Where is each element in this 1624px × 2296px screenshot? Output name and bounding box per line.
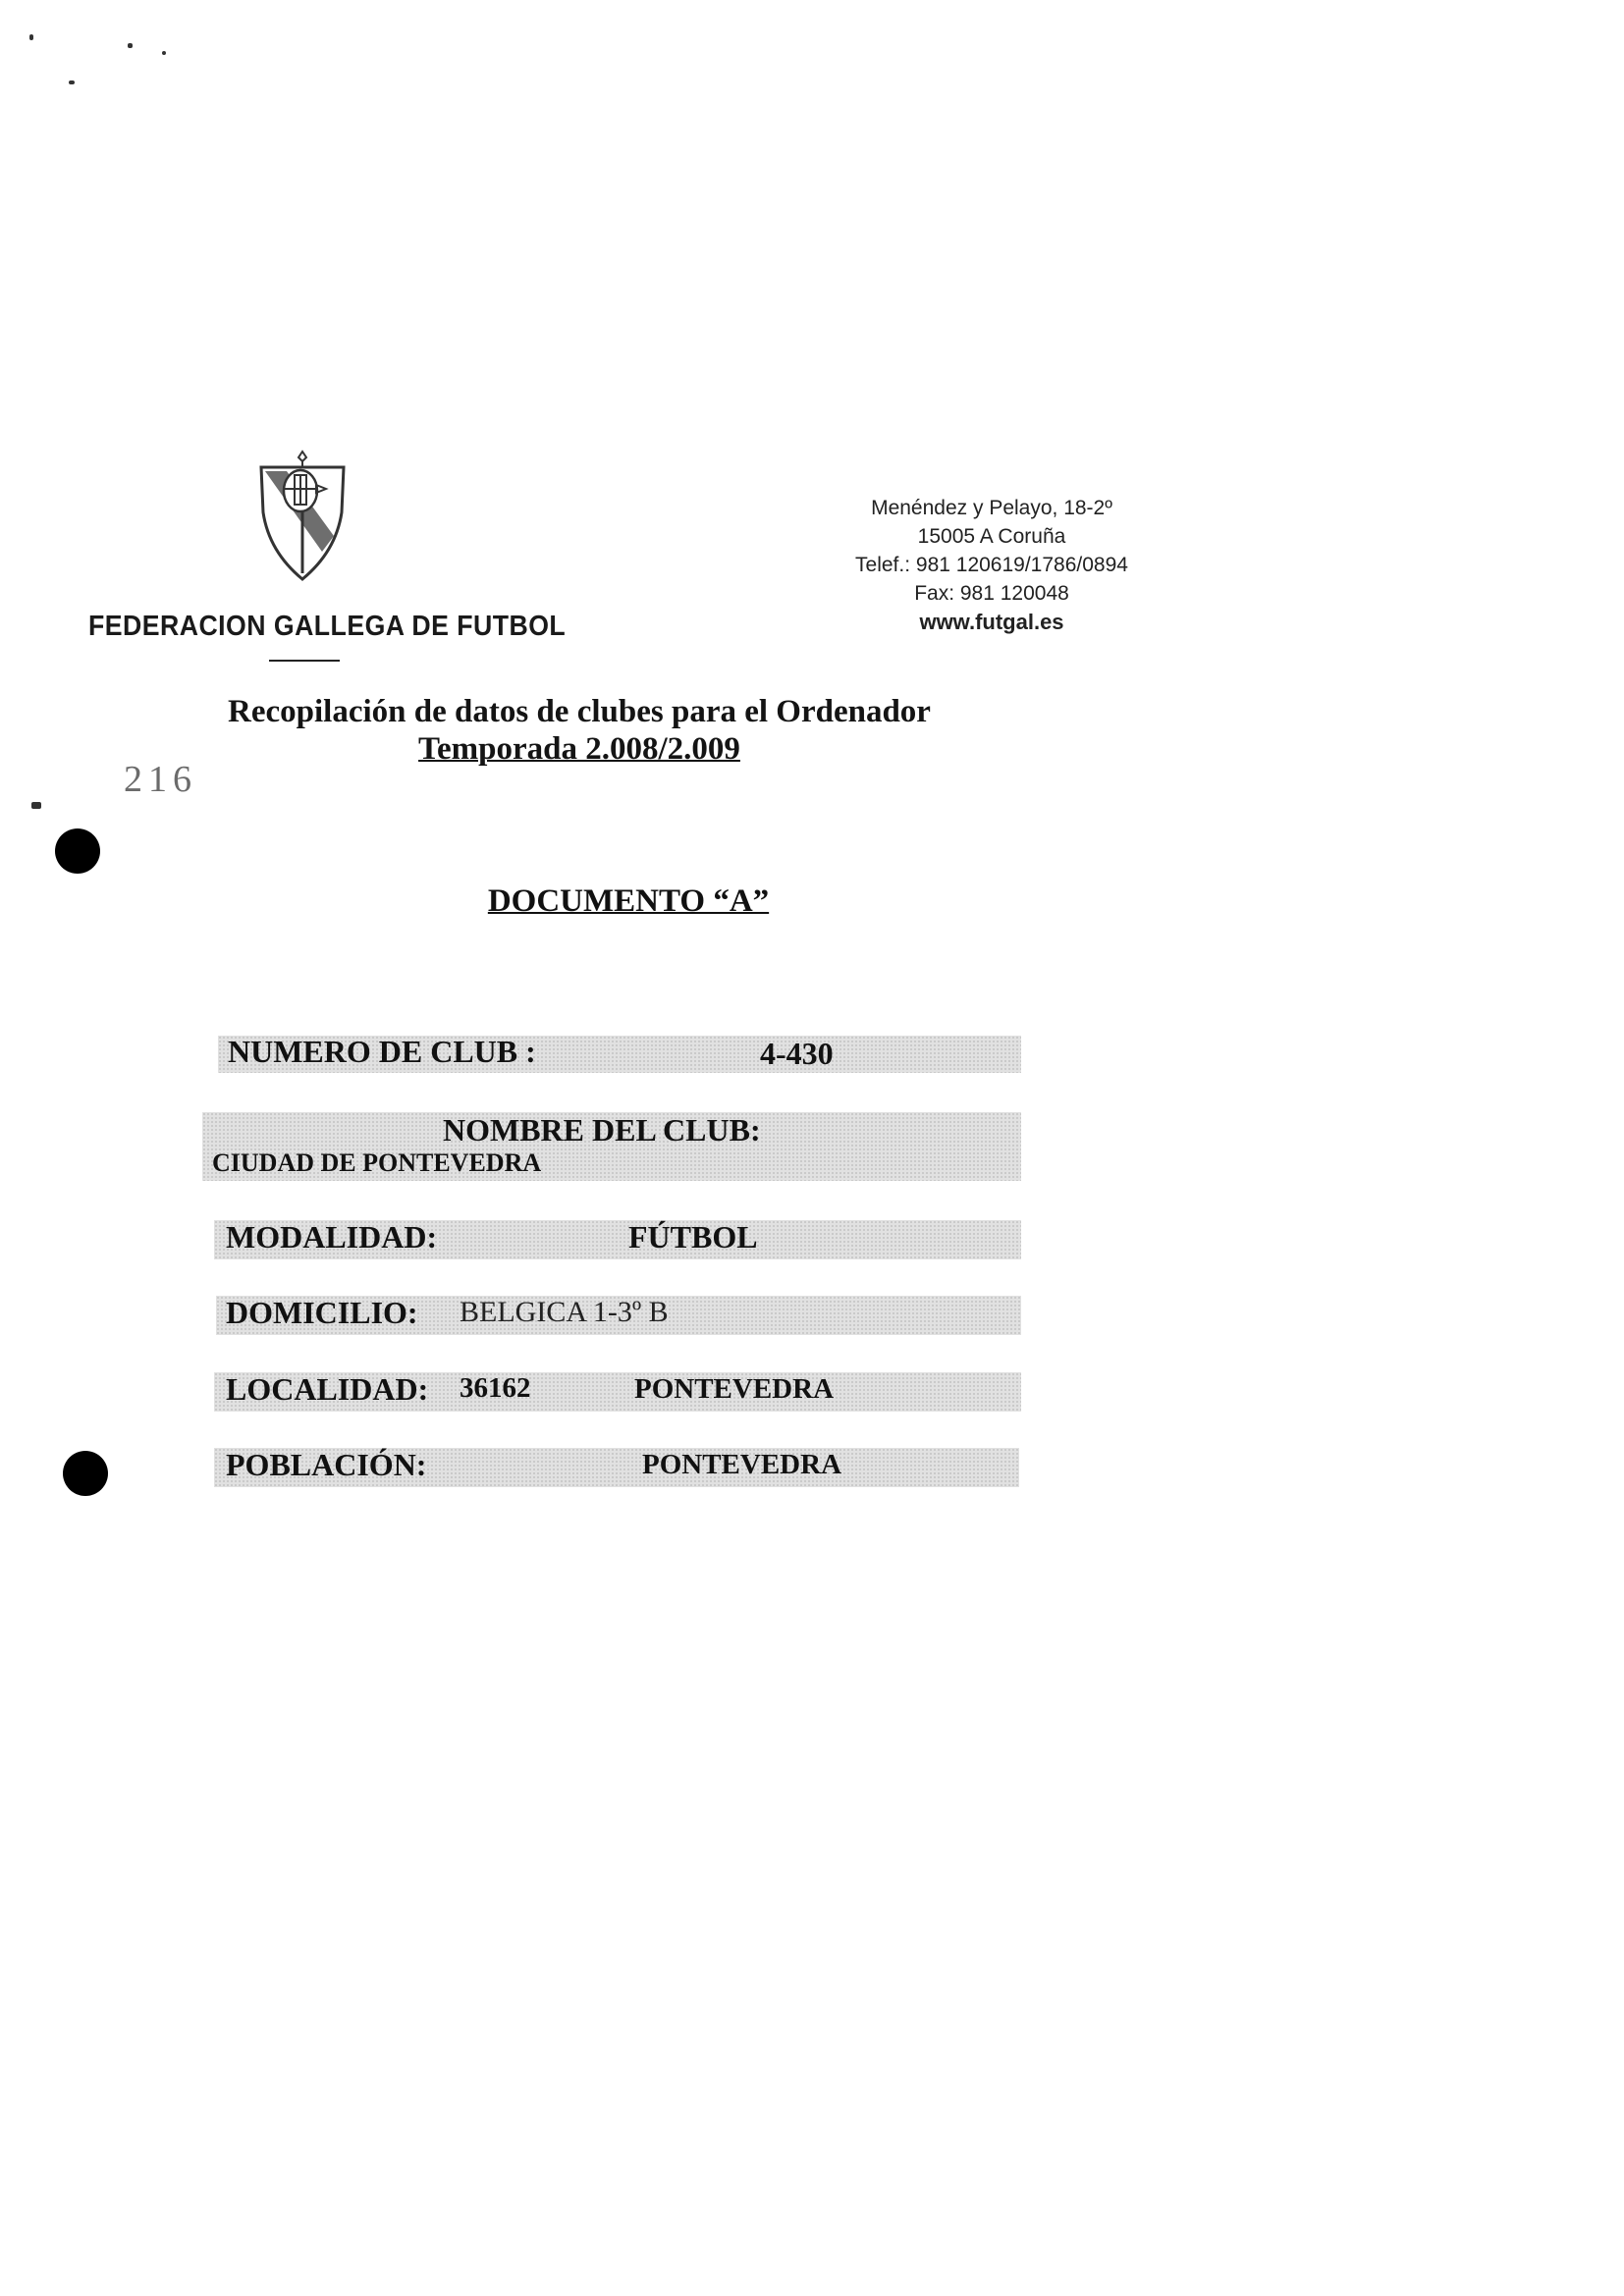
divider	[269, 660, 340, 662]
scan-speck	[29, 34, 33, 40]
season-heading	[137, 731, 1021, 768]
club-number-label: NUMERO DE CLUB :	[228, 1034, 536, 1069]
federation-name: FEDERACION GALLEGA DE FUTBOL	[88, 611, 567, 642]
scan-speck	[162, 51, 166, 55]
modality-label: MODALIDAD:	[226, 1219, 438, 1255]
address-value: BELGICA 1-3º B	[460, 1296, 669, 1328]
stamped-page-number: 216	[124, 759, 197, 800]
locality-postcode: 36162	[460, 1372, 531, 1404]
phone-number: Telef.: 981 120619/1786/0894	[855, 554, 1128, 576]
punch-hole	[63, 1451, 108, 1496]
website-link[interactable]: www.futgal.es	[919, 610, 1064, 634]
scan-speck	[31, 802, 41, 809]
locality-value: PONTEVEDRA	[634, 1373, 835, 1405]
federation-crest-logo	[257, 450, 348, 583]
locality-label: LOCALIDAD:	[226, 1371, 429, 1407]
address-street: Menéndez y Pelayo, 18-2º	[871, 497, 1112, 519]
fax-number: Fax: 981 120048	[914, 582, 1069, 605]
address-label: DOMICILIO:	[226, 1295, 418, 1330]
address-city: 15005 A Coruña	[917, 525, 1066, 548]
contact-block	[805, 494, 1178, 636]
modality-value: FÚTBOL	[628, 1219, 758, 1255]
document-label	[432, 883, 825, 920]
season-text: Temporada 2.008/2.009	[418, 731, 740, 767]
scan-speck	[69, 80, 75, 84]
town-label: POBLACIÓN:	[226, 1447, 427, 1482]
club-name-value: CIUDAD DE PONTEVEDRA	[212, 1148, 542, 1177]
town-value: PONTEVEDRA	[642, 1449, 842, 1480]
club-number-value: 4-430	[760, 1036, 834, 1071]
punch-hole	[55, 828, 100, 874]
scan-speck	[128, 43, 133, 48]
document-label-text: DOCUMENTO “A”	[487, 883, 770, 919]
document-title: Recopilación de datos de clubes para el Ordenador	[228, 694, 931, 729]
club-name-label: NOMBRE DEL CLUB:	[443, 1112, 761, 1148]
